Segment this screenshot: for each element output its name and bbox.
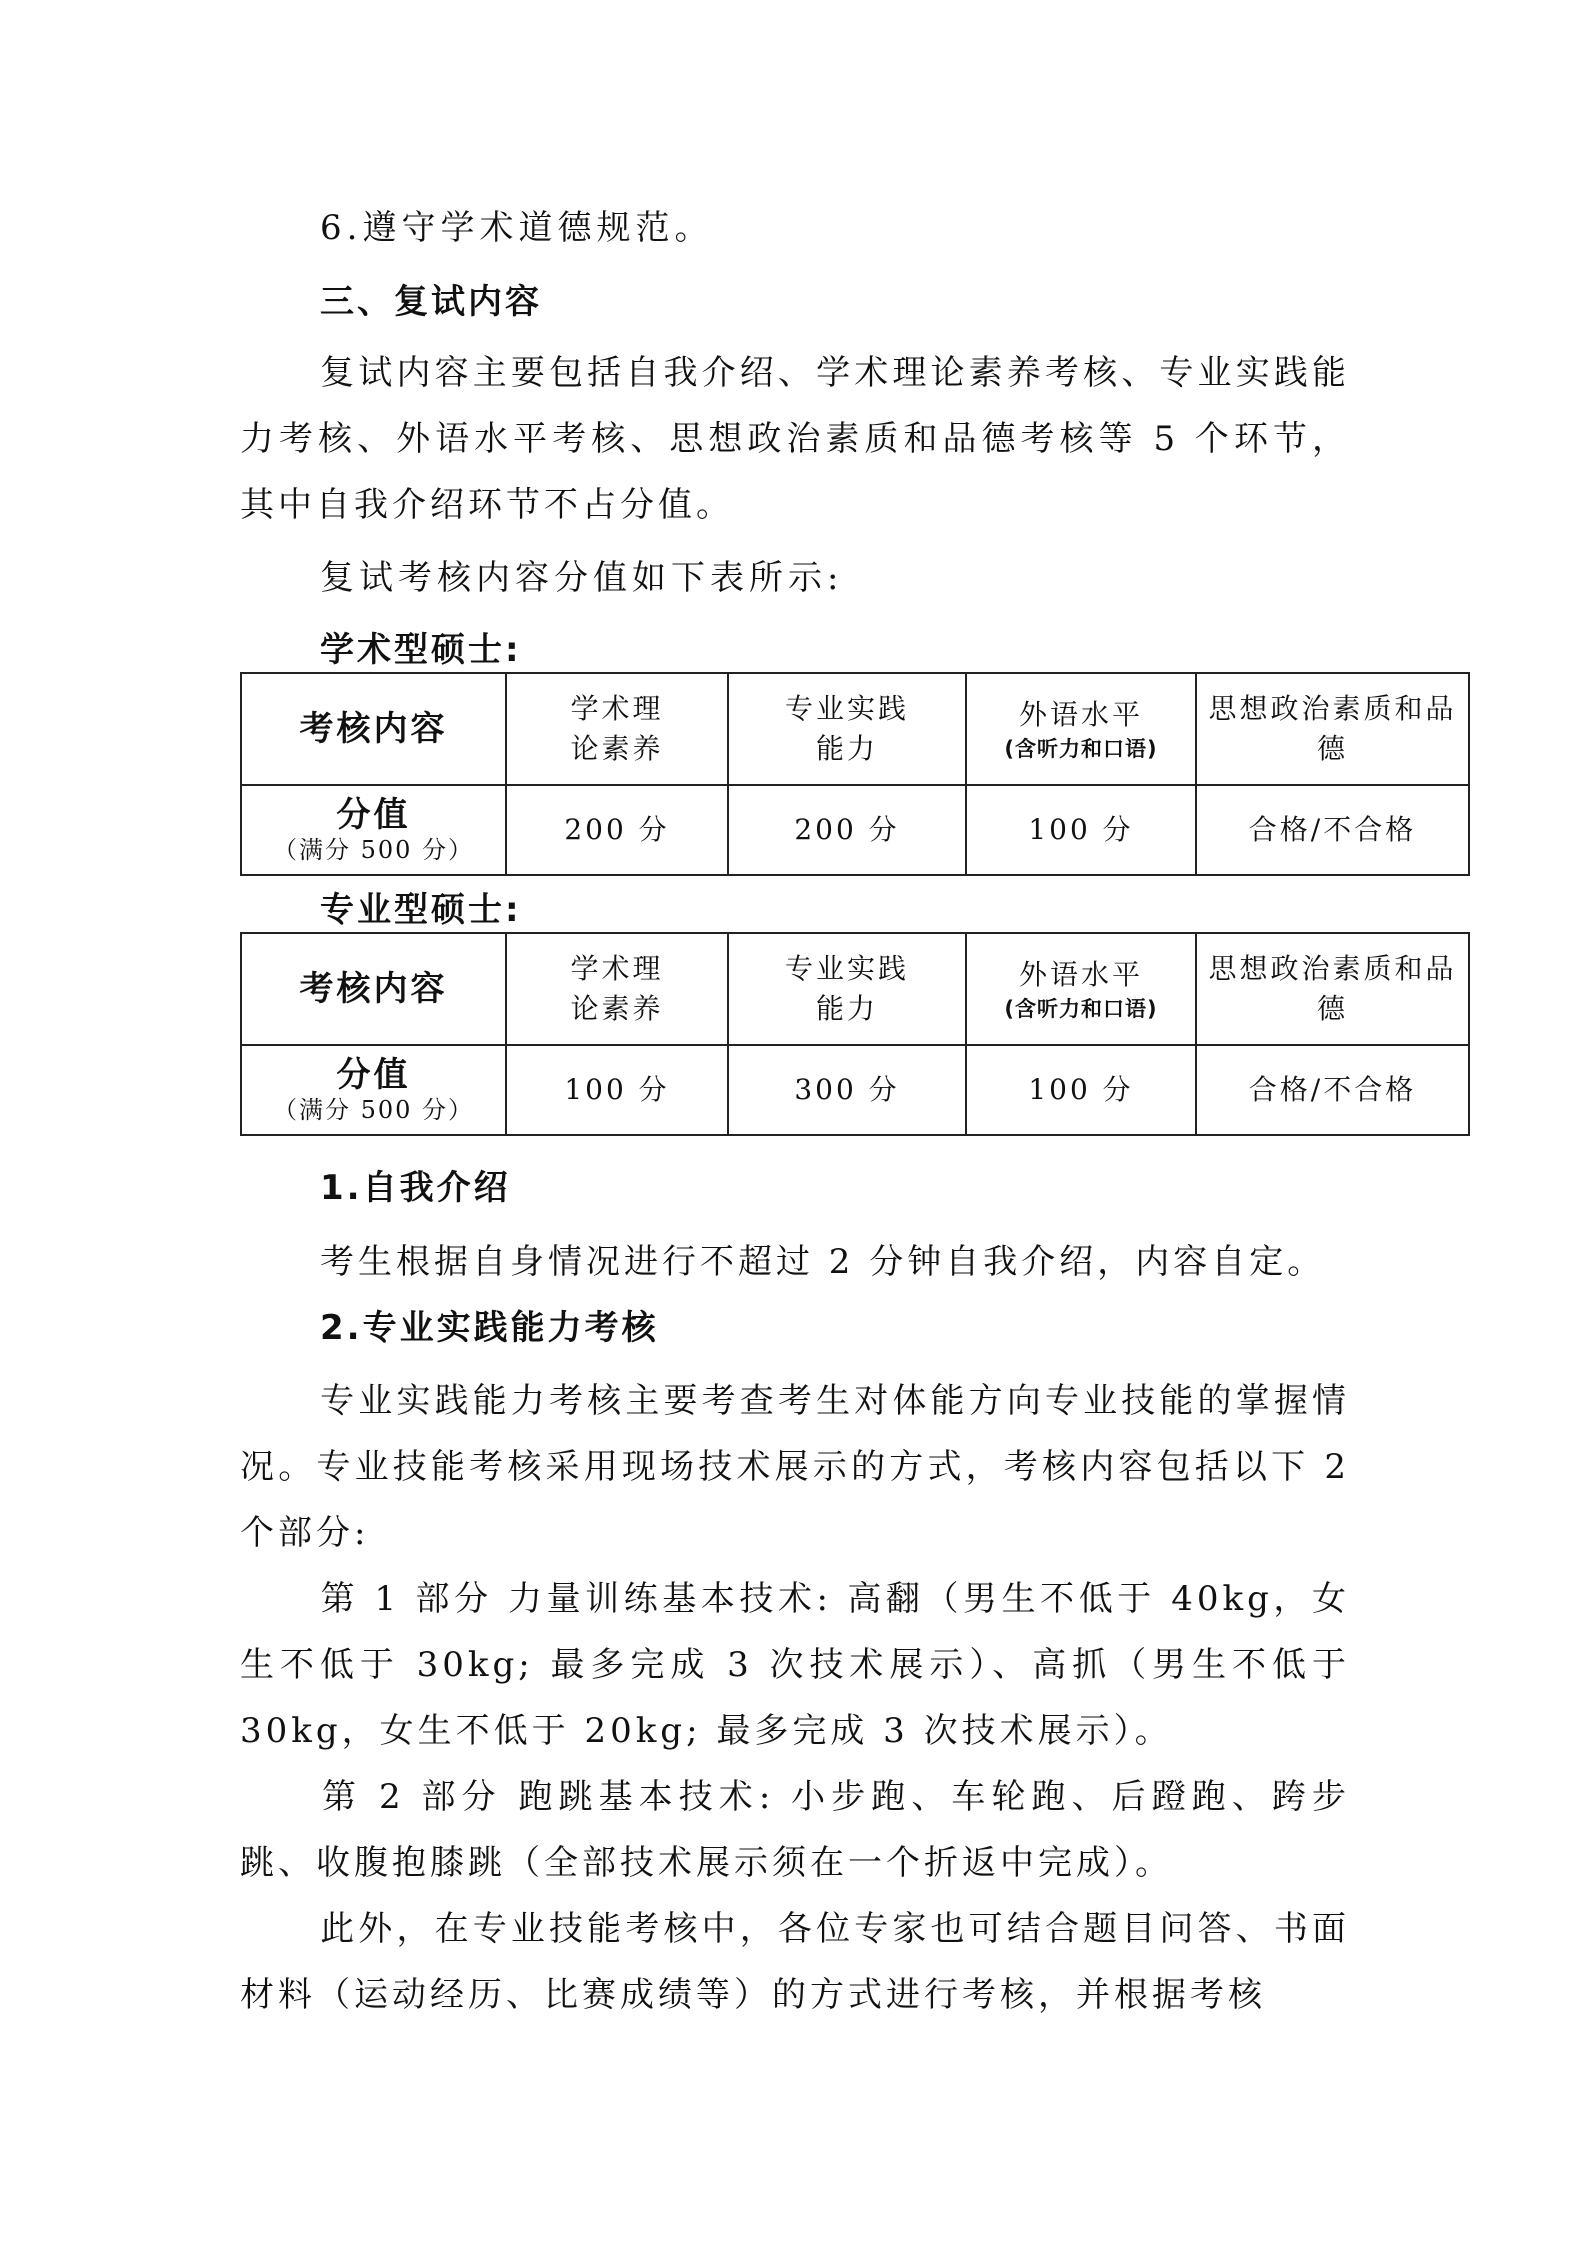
table-intro: 复试考核内容分值如下表所示: (320, 558, 844, 598)
score-note: （满分 500 分） (272, 1096, 475, 1124)
section-2-paragraph-1-text: 专业实践能力考核主要考查考生对体能方向专业技能的掌握情况。专业技能考核采用现场技术展示的方式，考核内容包括以下 2 个部分: (240, 1381, 1350, 1553)
score-practice: 200 分 (728, 785, 966, 875)
section-2-paragraph-3 (240, 1764, 1350, 1896)
score-politics: 合格/不合格 (1196, 785, 1469, 875)
academic-caption: 学术型硕士: (320, 630, 522, 670)
header-practice: 专业实践能力 (728, 673, 966, 785)
professional-caption: 专业型硕士: (320, 890, 522, 930)
intro-paragraph (240, 340, 1350, 538)
score-theory: 200 分 (506, 785, 728, 875)
section-1-text: 考生根据自身情况进行不超过 2 分钟自我介绍，内容自定。 (320, 1242, 1326, 1282)
score-theory: 100 分 (506, 1045, 728, 1135)
score-practice: 300 分 (728, 1045, 966, 1135)
header-language-note: (含听力和口语) (1004, 737, 1158, 761)
score-language: 100 分 (966, 785, 1196, 875)
header-language-label: 外语水平 (1018, 698, 1143, 731)
section-2-paragraph-4-text: 此外，在专业技能考核中，各位专家也可结合题目问答、书面材料（运动经历、比赛成绩等）的方式进行考核，并根据考核 (240, 1909, 1350, 2015)
header-language (966, 933, 1196, 1045)
header-theory: 学术理论素养 (506, 933, 728, 1045)
header-politics: 思想政治素质和品德 (1196, 933, 1469, 1045)
professional-score-table (240, 932, 1470, 1136)
header-theory: 学术理论素养 (506, 673, 728, 785)
section-2-paragraph-2-text: 第 1 部分 力量训练基本技术: 高翻（男生不低于 40kg，女生不低于 30kg; 最多完成 3 次技术展示）、高抓（男生不低于 30kg，女生不低于 20kg; 最多完成 3 次技术展示）。 (240, 1579, 1350, 1751)
academic-score-table (240, 672, 1470, 876)
header-politics: 思想政治素质和品德 (1196, 673, 1469, 785)
section-2-heading: 2.专业实践能力考核 (320, 1308, 659, 1348)
item-6: 6.遵守学术道德规范。 (320, 208, 714, 248)
header-language-label: 外语水平 (1018, 958, 1143, 991)
section-2-paragraph-1 (240, 1368, 1350, 1566)
row-score-label (241, 785, 506, 875)
header-practice: 专业实践能力 (728, 933, 966, 1045)
intro-text: 复试内容主要包括自我介绍、学术理论素养考核、专业实践能力考核、外语水平考核、思想政治素质和品德考核等 5 个环节，其中自我介绍环节不占分值。 (240, 353, 1350, 525)
score-politics: 合格/不合格 (1196, 1045, 1469, 1135)
score-label: 分值 (336, 795, 411, 835)
header-language-note: (含听力和口语) (1004, 997, 1158, 1021)
score-language: 100 分 (966, 1045, 1196, 1135)
row-score-label (241, 1045, 506, 1135)
header-content: 考核内容 (241, 933, 506, 1045)
header-content: 考核内容 (241, 673, 506, 785)
header-language (966, 673, 1196, 785)
section-2-paragraph-2 (240, 1566, 1350, 1764)
section-1-heading: 1.自我介绍 (320, 1168, 511, 1208)
section-2-paragraph-4 (240, 1896, 1350, 2028)
section-3-heading: 三、复试内容 (320, 282, 542, 322)
score-note: （满分 500 分） (272, 836, 475, 864)
section-2-paragraph-3-text: 第 2 部分 跑跳基本技术: 小步跑、车轮跑、后蹬跑、跨步跳、收腹抱膝跳（全部技术展示须在一个折返中完成）。 (240, 1777, 1350, 1883)
score-label: 分值 (336, 1055, 411, 1095)
